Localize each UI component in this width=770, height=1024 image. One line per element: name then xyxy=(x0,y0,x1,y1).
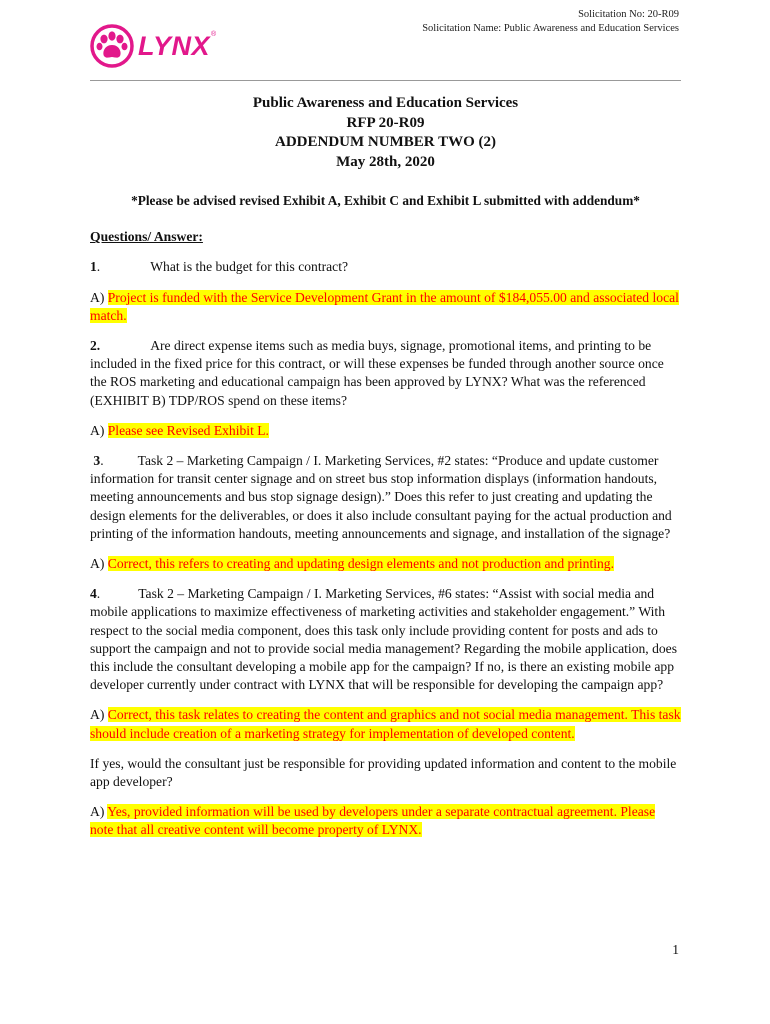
answer-text: Correct, this task relates to creating the content and graphics and not social media management. This task should include creation of a marketing strategy for implementation of developed content. xyxy=(90,707,681,741)
followup-question: If yes, would the consultant just be responsible for providing updated information and content to the mobile app developer? xyxy=(90,755,677,790)
lynx-logo xyxy=(90,24,216,68)
answer-text: Project is funded with the Service Development Grant in the amount of $184,055.00 and associated local match. xyxy=(90,289,679,323)
question-3: 3. Task 2 – Marketing Campaign / I. Marketing Services, #2 states: “Produce and update customer information for transit center signage and on street bus stop information displays (information handouts, meeting announcements and bus stop signage design).” Does this refer to just creating and updating the design elements for the deliverables, or does it also include consultant paying for the actual production and printing of the information handouts, meeting announcements and signage, and installation of the signage? xyxy=(90,453,672,541)
question-text: Task 2 – Marketing Campaign / I. Marketing Services, #6 states: “Assist with social media and mobile applications to maximize effectiveness of marketing activities and stakeholder engagement.” With respect to the social media component, does this task only include providing content for posts and ads to support the campaign and not to provide social media management? Regarding the mobile application, does this include the consultant developing a mobile app for the campaign? If no, is there an existing mobile app developer currently under contract with LYNX that will be responsible for developing the campaign app? xyxy=(90,586,678,693)
answer-4: A) Correct, this task relates to creating the content and graphics and not social media management. This task should include creation of a marketing strategy for implementation of developed content. xyxy=(90,707,681,741)
paw-icon xyxy=(90,24,134,68)
question-number: 3 xyxy=(93,453,101,469)
title-line-2: RFP 20-R09 xyxy=(346,114,425,131)
answer-text: Yes, provided information will be used by developers under a separate contractual agreement. Please note that all creative content will become property of LYNX. xyxy=(90,804,656,838)
question-2 xyxy=(90,337,681,410)
advisory-note: *Please be advised revised Exhibit A, Exhibit C and Exhibit L submitted with addendum* xyxy=(131,193,640,208)
question-number: 4 xyxy=(90,586,97,602)
followup-answer: A) Yes, provided information will be used by developers under a separate contractual agreement. Please note that all creative content will become property of LYNX. xyxy=(90,804,656,838)
question-text: Task 2 – Marketing Campaign / I. Marketing Services, #2 states: “Produce and update customer information for transit center signage and on street bus stop information displays (information handouts, meeting announcements and bus stop signage design).” Does this refer to just creating and updating the design elements for the deliverables, or does it also include consultant paying for the actual production and printing of the information handouts, meeting announcements and signage, and installation of the signage? xyxy=(90,453,672,541)
answer-1: A) Project is funded with the Service Development Grant in the amount of $184,055.00 and associated local match. xyxy=(90,289,679,323)
question-text: Are direct expense items such as media buys, signage, promotional items, and printing to be included in the fixed price for this contract, or will these expenses be funded through another source once the ROS marketing and educational campaign has been approved by LYNX? What was the referenced (EXHIBIT B) TDP/ROS spend on these items? xyxy=(90,338,664,408)
solicitation-header xyxy=(422,8,679,36)
answer-text: Please see Revised Exhibit L. xyxy=(107,422,269,438)
qa-heading: Questions/ Answer: xyxy=(90,229,203,245)
question-number: 2. xyxy=(90,338,101,354)
title-line-1: Public Awareness and Education Services xyxy=(252,95,519,111)
solicitation-number: Solicitation No: 20-R09 xyxy=(578,9,679,20)
solicitation-name: Solicitation Name: Public Awareness and Education Services xyxy=(422,23,679,34)
question-text: What is the budget for this contract? xyxy=(150,259,349,275)
question-1: 1. What is the budget for this contract? xyxy=(90,259,349,275)
title-line-3: ADDENDUM NUMBER TWO (2) xyxy=(275,134,496,150)
answer-3: A) Correct, this refers to creating and updating design elements and not production and printing. xyxy=(90,556,614,572)
document-body xyxy=(90,94,681,840)
answer-2: A) Please see Revised Exhibit L. xyxy=(90,422,269,438)
title-line-4: May 28th, 2020 xyxy=(336,153,435,170)
logo-wordmark: LYNX xyxy=(138,30,211,61)
document-title xyxy=(90,94,681,172)
question-4: 4. Task 2 – Marketing Campaign / I. Marketing Services, #6 states: “Assist with social media and mobile applications to maximize effectiveness of marketing activities and stakeholder engagement.” With respect to the social media component, does this task only include providing content for posts and ads to support the campaign and not to provide social media management? Regarding the mobile application, does this include the consultant developing a mobile app for the campaign? If no, is there an existing mobile app developer currently under contract with LYNX that will be responsible for developing the campaign app? xyxy=(90,586,678,693)
header-divider xyxy=(90,80,681,81)
page-number: 1 xyxy=(672,942,679,957)
question-number: 1 xyxy=(90,259,97,275)
registered-mark: ® xyxy=(211,30,217,38)
answer-text: Correct, this refers to creating and updating design elements and not production and printing. xyxy=(107,556,614,572)
